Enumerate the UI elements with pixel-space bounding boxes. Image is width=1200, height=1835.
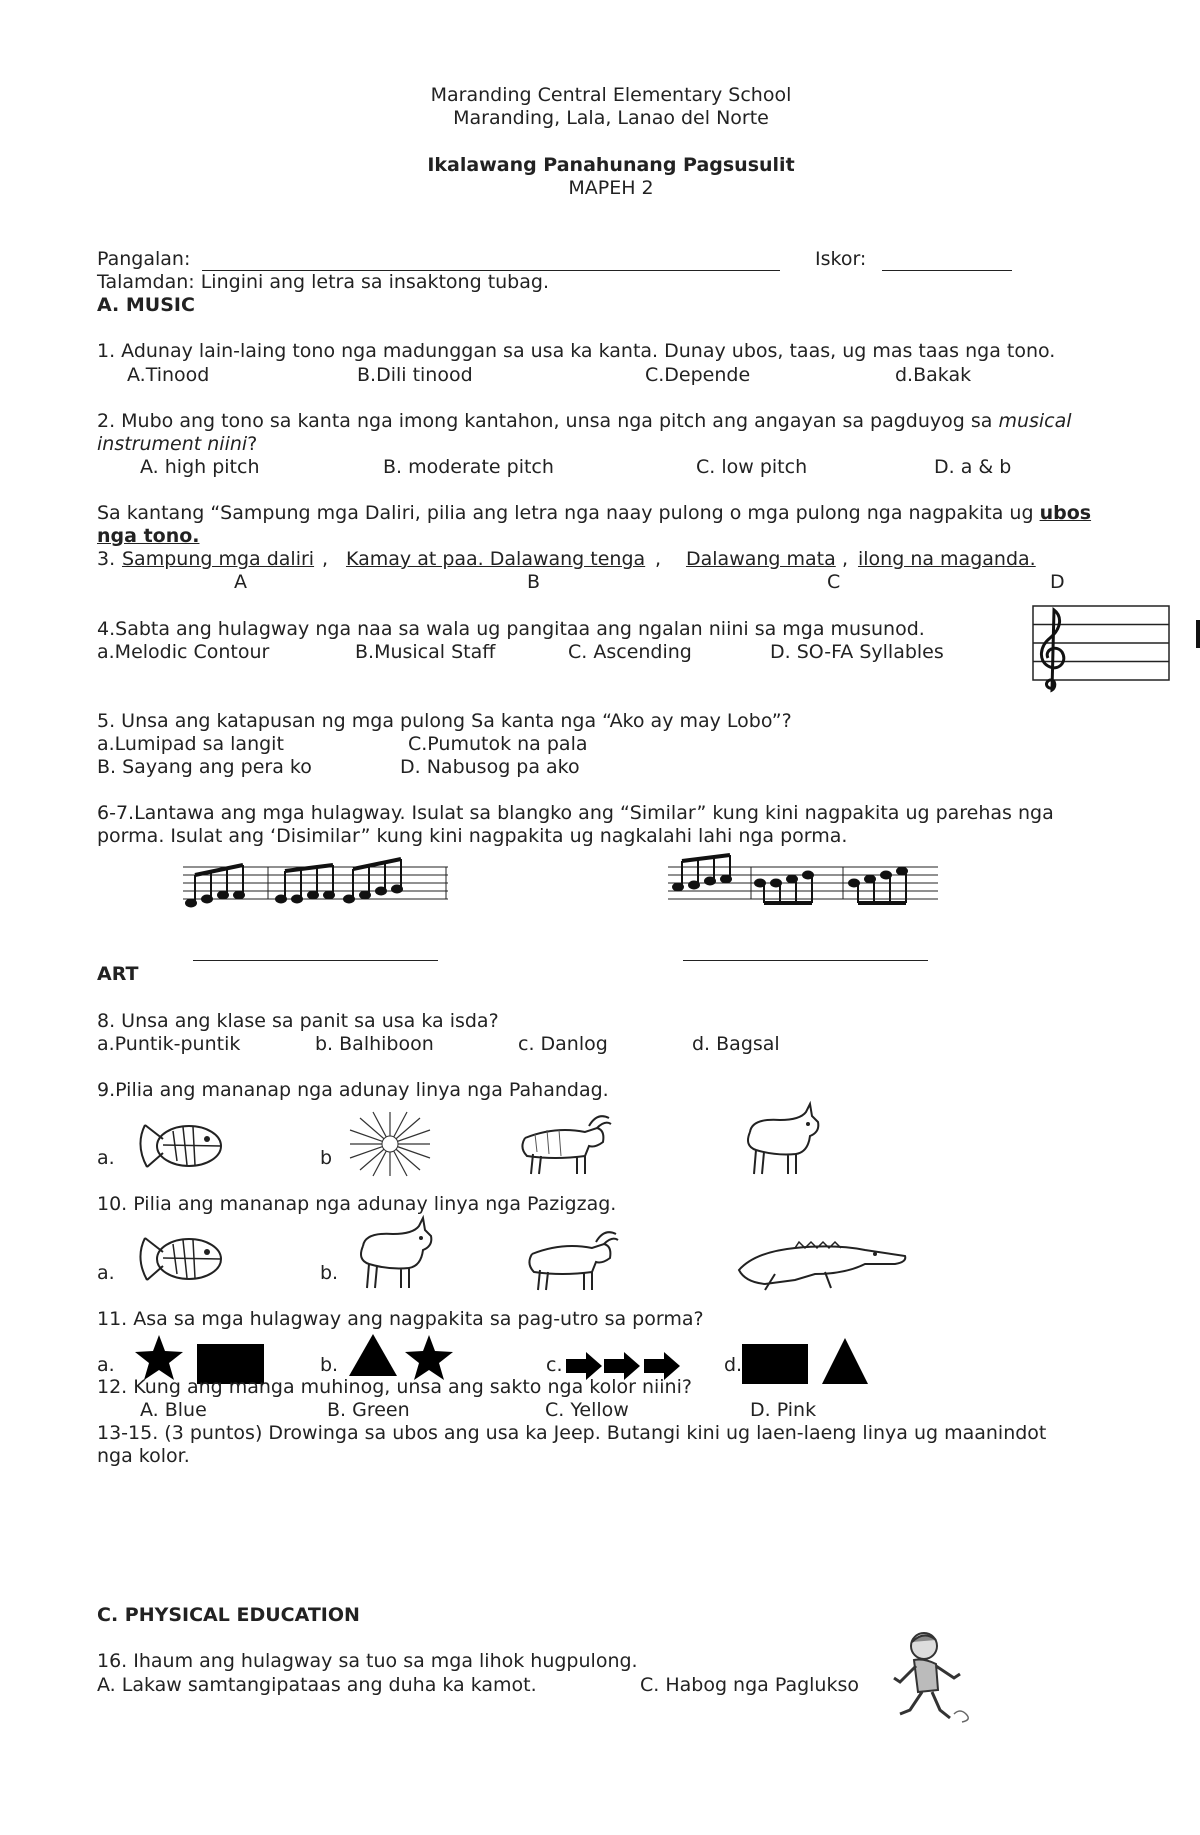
q16-text: 16. Ihaum ang hulagway sa tuo sa mga lihok hugpulong. [97,1650,638,1672]
q3-part-d: ilong na maganda. [858,548,1036,570]
q1-choice-a[interactable]: A.Tinood [127,364,210,386]
q8-text: 8. Unsa ang klase sa panit sa usa ka isda? [97,1010,499,1032]
q12-choice-c[interactable]: C. Yellow [545,1399,629,1421]
q16-choice-c[interactable]: C. Habog nga Paglukso [640,1674,860,1696]
q2-text2-italic: instrument niini [97,433,248,455]
q4-choice-d[interactable]: D. SO-FA Syllables [770,641,944,663]
q8-choice-a[interactable]: a.Puntik-puntik [97,1033,241,1055]
sea-urchin-image[interactable] [345,1110,435,1178]
q1-choice-d[interactable]: d.Bakak [895,364,972,386]
q3-intro [97,502,1091,525]
q2-choice-c[interactable]: C. low pitch [696,456,808,478]
q10-text: 10. Pilia ang mananap nga adunay linya nga Pazigzag. [97,1193,617,1215]
q3-letter-c[interactable]: C [827,571,841,593]
name-label: Pangalan: [97,248,191,270]
q3-letter-b[interactable]: B [527,571,541,593]
q2-text-italic: musical [998,410,1072,432]
q1-choice-b[interactable]: B.Dili tinood [357,364,473,386]
triangle-icon [822,1338,868,1384]
q5-choice-b[interactable]: B. Sayang ang pera ko [97,756,312,778]
q8-choice-d[interactable]: d. Bagsal [692,1033,780,1055]
q6-answer-blank[interactable] [193,960,438,961]
q4-choice-c[interactable]: C. Ascending [568,641,692,663]
q12-choice-b[interactable]: B. Green [327,1399,410,1421]
q3-comma: , [322,548,329,570]
q11-label-d[interactable]: d. [724,1354,743,1376]
q3-intro-bold2: nga tono. [97,525,200,547]
q12-choice-d[interactable]: D. Pink [750,1399,817,1421]
carabao-image[interactable] [522,1224,622,1296]
q11-label-a[interactable]: a. [97,1354,115,1376]
q1-choice-c[interactable]: C.Depende [645,364,751,386]
q13-text-line2: nga kolor. [97,1445,190,1467]
q11-label-b[interactable]: b. [320,1354,339,1376]
q12-text: 12. Kung ang manga muhinog, unsa ang sakto nga kolor niini? [97,1376,692,1398]
q9-label-b[interactable]: b [320,1147,333,1169]
q3-part-c: Dalawang mata [686,548,836,570]
q1-text: 1. Adunay lain-laing tono nga madunggan sa usa ka kanta. Dunay ubos, taas, ug mas taas nga tono. [97,340,1056,362]
school-name: Maranding Central Elementary School [430,84,792,106]
fish-image[interactable] [133,1228,228,1290]
q5-choice-a[interactable]: a.Lumipad sa langit [97,733,284,755]
q13-text-line1: 13-15. (3 puntos) Drowinga sa ubos ang usa ka Jeep. Butangi kini ug laen-laeng linya ug maanindot [97,1422,1047,1444]
pig-image[interactable] [353,1216,435,1294]
q11-label-c[interactable]: c. [546,1354,563,1376]
q2-choice-a[interactable]: A. high pitch [140,456,260,478]
q9-text: 9.Pilia ang mananap nga adunay linya nga Pahandag. [97,1079,609,1101]
q3-num: 3. [97,548,116,570]
score-label: Iskor: [815,248,867,270]
q8-choice-c[interactable]: c. Danlog [518,1033,608,1055]
drawing-area[interactable] [97,1472,1097,1590]
treble-clef-staff-image [1032,602,1170,694]
section-music: A. MUSIC [97,294,195,316]
q3-part-b: Kamay at paa. Dalawang tenga [346,548,646,570]
q4-choice-b[interactable]: B.Musical Staff [355,641,496,663]
q10-label-b[interactable]: b. [320,1262,339,1284]
section-pe: C. PHYSICAL EDUCATION [97,1604,360,1626]
q3-letter-d[interactable]: D [1050,571,1065,593]
q4-choice-a[interactable]: a.Melodic Contour [97,641,270,663]
q3-intro-bold: ubos [1039,502,1092,524]
q5-choice-d[interactable]: D. Nabusog pa ako [400,756,580,778]
crocodile-image[interactable] [735,1230,910,1292]
q9-label-a[interactable]: a. [97,1147,115,1169]
q16-choice-a[interactable]: A. Lakaw samtangipataas ang duha ka kamot. [97,1674,537,1696]
q67-text-line1: 6-7.Lantawa ang mga hulagway. Isulat sa blangko ang “Similar” kung kini nagpakita ug parehas nga [97,802,1054,824]
fish-image[interactable] [133,1115,228,1177]
q2-text-main: 2. Mubo ang tono sa kanta nga imong kantahon, unsa nga pitch ang angayan sa pagduyog sa [97,410,999,432]
music-notes-image-right [668,855,938,910]
score-blank[interactable] [882,270,1012,271]
section-art: ART [97,963,139,985]
carabao-image[interactable] [515,1108,615,1180]
exam-title: Ikalawang Panahunang Pagsusulit [427,154,795,176]
q2-choice-b[interactable]: B. moderate pitch [383,456,554,478]
triangle-icon [349,1334,397,1376]
school-address: Maranding, Lala, Lanao del Norte [453,107,769,129]
q4-text: 4.Sabta ang hulagway nga naa sa wala ug pangitaa ang ngalan niini sa mga musunod. [97,618,925,640]
q5-text: 5. Unsa ang katapusan ng mga pulong Sa kanta nga “Ako ay may Lobo”? [97,710,792,732]
q2-text2-end: ? [247,433,258,455]
instruction: Talamdan: Lingini ang letra sa insaktong tubag. [97,271,549,293]
rectangle-icon [742,1344,808,1384]
running-boy-image[interactable] [888,1630,973,1728]
q3-letter-a[interactable]: A [234,571,247,593]
q5-choice-c[interactable]: C.Pumutok na pala [408,733,588,755]
q67-text-line2: porma. Isulat ang ‘Disimilar” kung kini nagpakita ug nagkalahi lahi nga porma. [97,825,848,847]
q2-text-line2 [97,433,257,456]
q3-part-a: Sampung mga daliri [122,548,315,570]
exam-subject: MAPEH 2 [568,177,654,199]
q8-choice-b[interactable]: b. Balhiboon [315,1033,434,1055]
music-notes-image-left [183,855,448,910]
q3-comma: , [842,548,849,570]
page-edge-mark [1196,620,1200,648]
star-icon [133,1334,185,1382]
q12-choice-a[interactable]: A. Blue [140,1399,207,1421]
q10-label-a[interactable]: a. [97,1262,115,1284]
q7-answer-blank[interactable] [683,960,928,961]
q2-choice-d[interactable]: D. a & b [934,456,1012,478]
q3-comma: , [655,548,662,570]
q11-text: 11. Asa sa mga hulagway ang nagpakita sa pag-utro sa porma? [97,1308,704,1330]
star-icon [403,1334,455,1382]
pig-image[interactable] [740,1102,822,1180]
q3-intro-text: Sa kantang “Sampung mga Daliri, pilia ang letra nga naay pulong o mga pulong nga nagpakita ug [97,502,1040,524]
q2-text [97,410,1072,433]
